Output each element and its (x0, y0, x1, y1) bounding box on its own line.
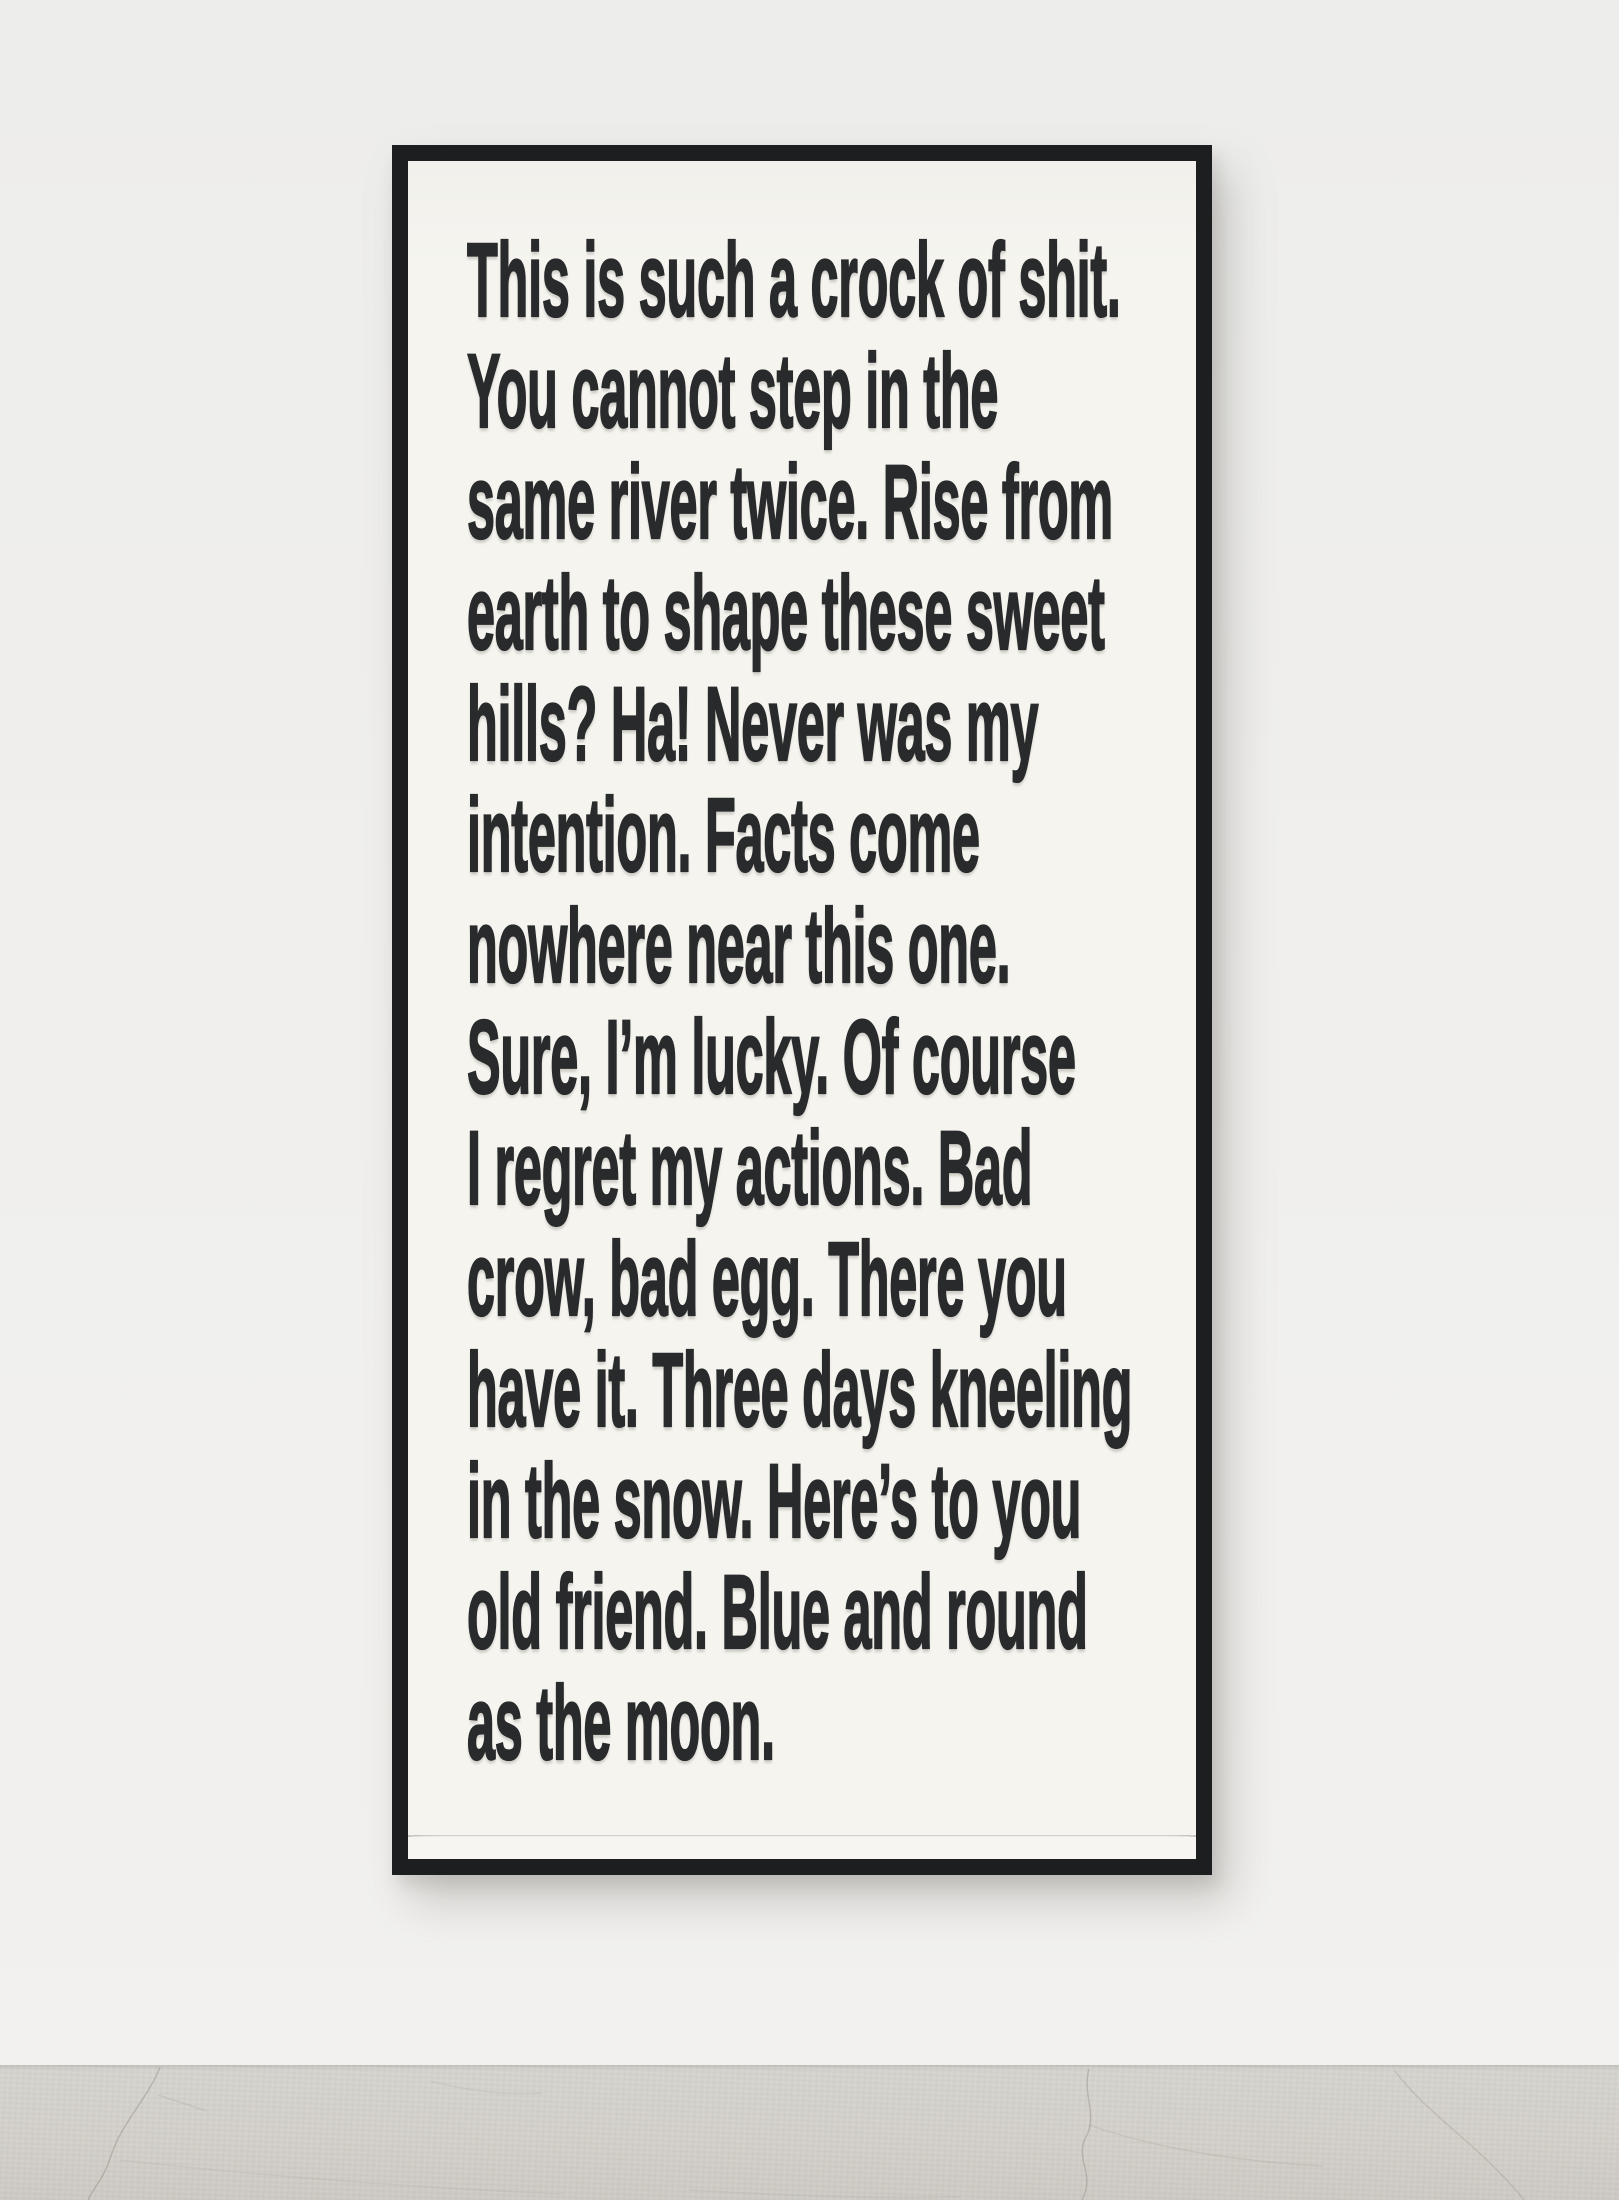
artwork-paper (408, 161, 1196, 1835)
text-line: as the moon. (467, 1665, 775, 1782)
text-line: You cannot step in the (467, 333, 999, 450)
text-line: Sure, I’m lucky. Of course (467, 999, 1076, 1116)
artwork-frame (392, 145, 1212, 1875)
floor-cracks-graphic (0, 2065, 1619, 2200)
text-line: in the snow. Here’s to you (467, 1443, 1082, 1560)
artwork-text (467, 222, 1133, 1782)
frame-mat (408, 161, 1196, 1859)
text-line: intention. Facts come (467, 777, 980, 894)
text-line: have it. Three days kneeling (467, 1332, 1133, 1449)
text-line: crow, bad egg. There you (467, 1221, 1067, 1338)
mat-bottom-strip (408, 1837, 1196, 1859)
text-line: earth to shape these sweet (467, 555, 1105, 672)
text-line: I regret my actions. Bad (467, 1110, 1033, 1227)
text-line: old friend. Blue and round (467, 1554, 1088, 1671)
text-line: hills? Ha! Never was my (467, 666, 1039, 783)
concrete-floor (0, 2065, 1619, 2200)
text-line: This is such a crock of shit. (467, 222, 1121, 339)
text-line: nowhere near this one. (467, 888, 1011, 1005)
text-line: same river twice. Rise from (467, 444, 1113, 561)
